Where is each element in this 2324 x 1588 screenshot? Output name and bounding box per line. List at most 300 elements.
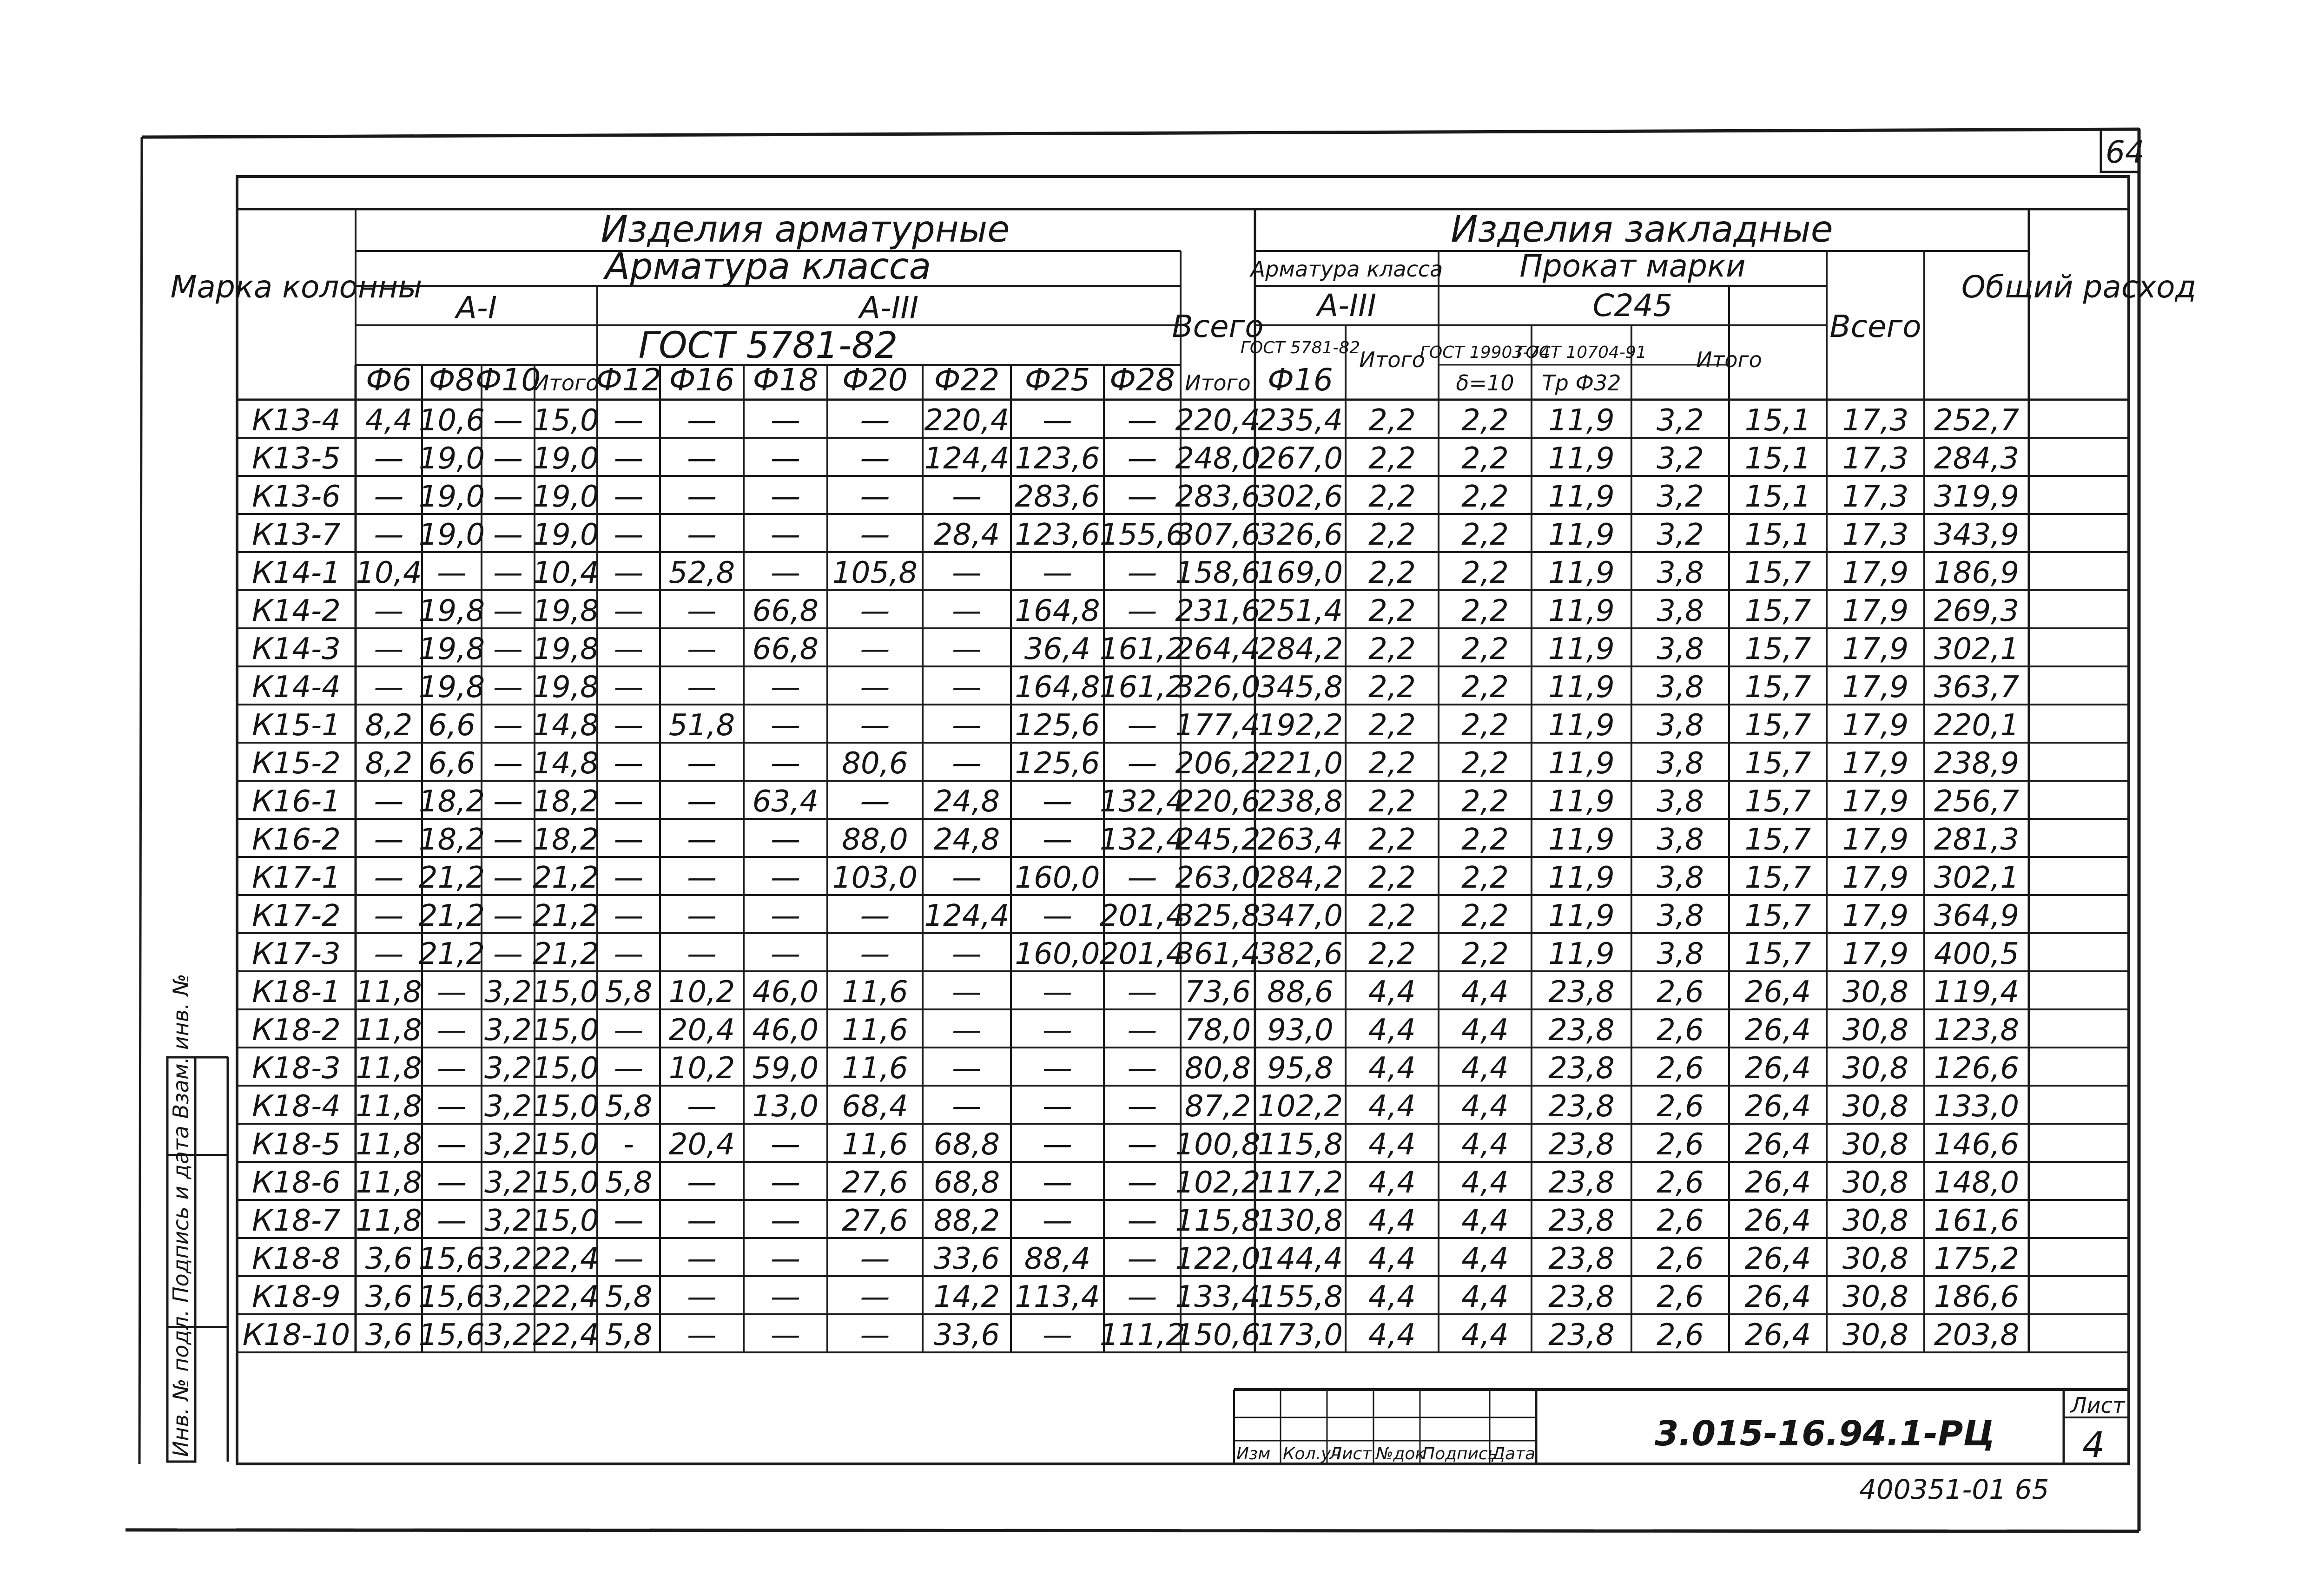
table-cell: — [437,1166,467,1200]
table-cell: 4,4 [1461,1013,1509,1048]
table-cell: 68,4 [842,1089,908,1124]
table-cell: 125,6 [1015,746,1100,781]
table-cell: 302,6 [1257,480,1343,514]
row-mark: К18-2 [252,1013,341,1048]
table-cell: 326,0 [1175,670,1261,705]
table-cell: — [437,1204,467,1238]
table-cell: — [614,823,644,857]
table-cell: — [687,784,717,819]
table-cell: — [614,480,644,514]
table-cell: 2,2 [1461,556,1509,590]
row-mark: К13-7 [252,518,341,552]
table-cell: 19,0 [418,480,485,514]
table-cell: — [952,1089,982,1124]
table-cell: 283,6 [1175,480,1261,514]
table-cell: — [771,556,800,590]
table-cell: 231,6 [1175,594,1261,628]
table-cell: 4,4 [1461,1089,1509,1124]
table-cell: — [493,899,523,933]
row-mark: К15-2 [252,746,341,781]
diameter-header: Ф16 [669,362,735,398]
table-cell: 2,2 [1368,861,1416,895]
table-cell: — [771,746,800,781]
table-cell: 2,2 [1461,632,1509,666]
table-cell: 5,8 [605,1280,653,1314]
table-cell: 11,9 [1548,784,1615,819]
table-cell: 11,8 [356,975,422,1009]
table-cell: — [493,556,523,590]
table-cell: 123,6 [1015,518,1100,552]
table-cell: 18,2 [533,784,599,819]
table-cell: — [437,1013,467,1048]
table-cell: — [493,746,523,781]
table-cell: — [771,1166,800,1200]
table-cell: 2,6 [1657,1166,1704,1200]
table-cell: — [1127,1089,1157,1124]
table-cell: 3,2 [484,1280,532,1314]
table-cell: 93,0 [1267,1013,1334,1048]
table-cell: 144,4 [1257,1242,1343,1276]
table-cell: 11,9 [1548,518,1615,552]
table-cell: — [614,746,644,781]
table-cell: 2,2 [1368,937,1416,971]
frame-bottom-line [125,1530,2139,1531]
table-cell: — [860,1318,890,1352]
table-cell: 18,2 [418,784,485,819]
table-cell: 22,4 [533,1242,599,1276]
table-cell: — [687,1204,717,1238]
table-cell: 15,7 [1744,670,1811,705]
table-cell: 2,2 [1368,594,1416,628]
table-cell: 19,8 [533,632,599,666]
table-cell: — [1127,1127,1157,1162]
table-cell: 17,9 [1842,746,1909,781]
row-mark: К13-5 [252,441,341,476]
table-cell: 125,6 [1015,708,1100,743]
table-cell: 2,2 [1461,403,1509,438]
table-cell: 30,8 [1842,1204,1909,1238]
table-cell: 3,2 [484,1013,532,1048]
table-cell: — [1043,1318,1072,1352]
table-cell: 11,6 [842,1051,908,1086]
table-cell: 24,8 [933,823,1000,857]
table-cell: 30,8 [1842,1280,1909,1314]
table-cell: 15,7 [1744,861,1811,895]
table-cell: 23,8 [1548,1089,1615,1124]
table-cell: 186,6 [1934,1280,2020,1314]
table-cell: — [771,518,800,552]
table-cell: 4,4 [1368,1318,1416,1352]
table-cell: 23,8 [1548,1166,1615,1200]
embedded-d16-header: Ф16 [1268,362,1333,398]
table-cell: — [1127,1204,1157,1238]
table-cell: — [1043,403,1072,438]
table-cell: — [614,937,644,971]
mark-column-header: Марка колонны [170,269,423,305]
table-cell: 2,6 [1657,1204,1704,1238]
stamp-label: Изм [1236,1444,1271,1463]
table-cell: — [437,975,467,1009]
table-cell: 80,8 [1184,1051,1251,1086]
table-cell: 2,6 [1657,1318,1704,1352]
table-cell: 3,8 [1657,670,1704,705]
table-cell: 3,8 [1657,632,1704,666]
table-cell: — [687,632,717,666]
diameter-header: Ф25 [1024,362,1090,398]
table-cell: 11,9 [1548,861,1615,895]
table-cell: 30,8 [1842,1013,1909,1048]
table-cell: 11,6 [842,1127,908,1162]
diameter-header: Ф20 [842,362,908,398]
table-cell: 19,0 [533,518,599,552]
frame-top-line [142,129,2139,137]
table-cell: — [860,937,890,971]
table-cell: 13,0 [752,1089,819,1124]
table-cell: 2,2 [1368,632,1416,666]
diameter-header: Ф8 [429,362,475,398]
gost-header: ГОСТ 5781-82 [638,325,898,367]
table-cell: 15,1 [1744,518,1811,552]
table-cell: 15,0 [533,1166,599,1200]
table-cell: 18,2 [533,823,599,857]
table-cell: — [437,1089,467,1124]
table-cell: — [1127,861,1157,895]
row-mark: К13-6 [252,480,341,514]
table-cell: — [860,708,890,743]
table-cell: 11,8 [356,1013,422,1048]
table-cell: 132,4 [1099,823,1185,857]
table-cell: 264,4 [1175,632,1261,666]
grade-header: С245 [1592,288,1673,323]
table-cell: 283,6 [1015,480,1100,514]
table-cell: 10,2 [668,1051,735,1086]
table-cell: 2,2 [1368,441,1416,476]
table-cell: — [952,708,982,743]
table-cell: — [860,518,890,552]
table-cell: — [374,861,404,895]
table-cell: — [1127,403,1157,438]
row-mark: К15-1 [252,708,341,743]
table-cell: 326,6 [1257,518,1343,552]
table-cell: 2,2 [1368,899,1416,933]
table-cell: 103,0 [832,861,918,895]
table-cell: 17,9 [1842,899,1909,933]
table-cell: 3,8 [1657,556,1704,590]
table-cell: — [374,784,404,819]
table-cell: 11,8 [356,1051,422,1086]
table-cell: 115,8 [1257,1127,1343,1162]
table-cell: 10,6 [418,403,485,438]
table-cell: — [614,518,644,552]
table-cell: 133,4 [1175,1280,1261,1314]
table-cell: — [952,1013,982,1048]
table-cell: 252,7 [1934,403,2020,438]
table-cell: 164,8 [1015,670,1100,705]
table-cell: 347,0 [1257,899,1343,933]
table-cell: — [687,746,717,781]
row-mark: К18-7 [252,1204,341,1238]
table-cell: 17,3 [1842,441,1909,476]
table-cell: — [771,1127,800,1162]
table-cell: 5,8 [605,1166,653,1200]
table-cell: 14,2 [933,1280,1000,1314]
table-cell: 66,8 [752,632,819,666]
table-cell: 11,9 [1548,937,1615,971]
table-cell: 3,2 [1657,518,1704,552]
table-cell: 2,6 [1657,1280,1704,1314]
table-cell: 123,8 [1934,1013,2020,1048]
table-cell: — [687,1166,717,1200]
table-cell: 220,1 [1934,708,2020,743]
embedded-aiii-header: А-III [1317,288,1377,323]
table-cell: 73,6 [1184,975,1251,1009]
rolled-thickness: δ=10 [1456,370,1514,395]
table-cell: 400,5 [1934,937,2020,971]
row-mark: К17-2 [252,899,341,933]
table-cell: 11,9 [1548,632,1615,666]
table-cell: — [860,1242,890,1276]
table-cell: 20,4 [668,1013,735,1048]
table-cell: 2,2 [1368,746,1416,781]
table-cell: 11,9 [1548,594,1615,628]
rolled-gost-a: ГОСТ 19903-74 [1419,343,1551,362]
table-cell: 19,8 [418,670,485,705]
table-cell: 15,1 [1744,480,1811,514]
table-cell: 21,2 [418,937,485,971]
table-cell: 46,0 [752,975,819,1009]
table-cell: 4,4 [1461,975,1509,1009]
table-cell: — [1043,1166,1072,1200]
table-cell: 19,8 [418,594,485,628]
table-cell: — [687,480,717,514]
table-cell: — [1127,708,1157,743]
table-cell: 102,2 [1175,1166,1261,1200]
rolled-gost-b: ГОСТ 10704-91 [1516,343,1647,362]
table-cell: 15,7 [1744,708,1811,743]
table-cell: 4,4 [1368,1204,1416,1238]
table-cell: 238,8 [1257,784,1343,819]
table-cell: 343,9 [1934,518,2020,552]
table-cell: 3,8 [1657,784,1704,819]
table-cell: 115,8 [1175,1204,1261,1238]
table-cell: 36,4 [1024,632,1091,666]
table-cell: — [493,784,523,819]
table-cell: 10,4 [356,556,422,590]
table-cell: 164,8 [1015,594,1100,628]
table-cell: 17,3 [1842,518,1909,552]
table-cell: 2,2 [1461,784,1509,819]
table-cell: 26,4 [1744,1204,1811,1238]
table-cell: 325,8 [1175,899,1261,933]
table-cell: 161,2 [1099,632,1185,666]
table-cell: 3,8 [1657,899,1704,933]
row-mark: К16-2 [252,823,341,857]
table-cell: 15,7 [1744,823,1811,857]
rolled-pipe: Тр Ф32 [1542,370,1621,395]
table-cell: 3,8 [1657,937,1704,971]
table-cell: — [374,899,404,933]
table-cell: 23,8 [1548,1127,1615,1162]
table-cell: 88,0 [842,823,908,857]
table-cell: — [860,1280,890,1314]
table-cell: 28,4 [933,518,1000,552]
table-cell: 3,6 [365,1318,413,1352]
table-cell: 281,3 [1934,823,2020,857]
table-cell: 17,9 [1842,632,1909,666]
table-cell: 105,8 [832,556,918,590]
table-cell: 2,2 [1461,594,1509,628]
table-cell: 302,1 [1934,861,2020,895]
table-cell: 269,3 [1934,594,2020,628]
table-cell: 17,9 [1842,708,1909,743]
table-cell: — [1127,746,1157,781]
table-cell: 88,4 [1024,1242,1091,1276]
table-cell: 117,2 [1257,1166,1343,1200]
table-cell: — [687,937,717,971]
row-mark: К18-8 [252,1242,341,1276]
table-cell: — [771,861,800,895]
table-cell: 3,8 [1657,594,1704,628]
table-cell: 2,2 [1461,937,1509,971]
table-cell: 26,4 [1744,1089,1811,1124]
table-cell: — [493,632,523,666]
table-cell: — [614,708,644,743]
table-cell: — [493,861,523,895]
table-cell: 22,4 [533,1318,599,1352]
table-cell: 11,9 [1548,403,1615,438]
table-cell: 8,2 [365,746,413,781]
table-cell: — [952,861,982,895]
table-cell: 23,8 [1548,975,1615,1009]
table-cell: 2,2 [1368,784,1416,819]
table-cell: 2,2 [1368,670,1416,705]
side-stamp-text: Инв. № подл. Подпись и дата Взам. инв. № [168,974,193,1457]
row-mark: К14-3 [252,632,341,666]
table-cell: 11,6 [842,1013,908,1048]
table-cell: 30,8 [1842,1166,1909,1200]
embedded-group-header: Изделия закладные [1451,209,1833,250]
table-cell: 3,8 [1657,746,1704,781]
table-cell: 26,4 [1744,1242,1811,1276]
table-cell: 8,2 [365,708,413,743]
table-cell: — [614,556,644,590]
table-cell: 15,1 [1744,403,1811,438]
table-cell: 3,8 [1657,861,1704,895]
table-cell: 33,6 [933,1242,1000,1276]
table-cell: 4,4 [1461,1318,1509,1352]
table-cell: 26,4 [1744,1051,1811,1086]
table-cell: 177,4 [1175,708,1261,743]
table-cell: — [687,1318,717,1352]
table-cell: 19,8 [533,594,599,628]
table-cell: 319,9 [1934,480,2020,514]
table-cell: — [374,823,404,857]
table-cell: 11,8 [356,1127,422,1162]
diameter-header: Ф28 [1109,362,1175,398]
table-cell: — [1127,1166,1157,1200]
table-cell: 364,9 [1934,899,2020,933]
table-cell: — [771,708,800,743]
table-cell: — [1043,1051,1072,1086]
table-cell: 30,8 [1842,1242,1909,1276]
table-cell: 23,8 [1548,1318,1615,1352]
overall-header: Общий расход [1961,269,2197,305]
archive-number: 400351-01 65 [1859,1474,2049,1505]
table-cell: 4,4 [1461,1204,1509,1238]
table-cell: — [614,784,644,819]
table-cell: — [1127,1013,1157,1048]
table-cell: — [614,861,644,895]
table-cell: 3,2 [484,1166,532,1200]
table-cell: — [687,594,717,628]
table-cell: 52,8 [668,556,735,590]
table-cell: — [860,480,890,514]
table-cell: — [860,441,890,476]
table-cell: 2,2 [1461,823,1509,857]
embedded-gost-header: ГОСТ 5781-82 [1240,338,1360,357]
table-cell: — [614,1051,644,1086]
table-cell: 206,2 [1175,746,1261,781]
table-cell: 5,8 [605,1318,653,1352]
stamp-label: Лист [1329,1444,1372,1463]
table-cell: — [1043,1089,1072,1124]
table-cell: 14,8 [533,708,599,743]
table-cell: 51,8 [668,708,735,743]
table-cell: — [614,1242,644,1276]
table-cell: — [374,518,404,552]
table-cell: 4,4 [365,403,413,438]
table-cell: — [1127,480,1157,514]
table-cell: 3,2 [1657,441,1704,476]
table-cell: — [493,594,523,628]
table-cell: — [687,823,717,857]
total-header: Всего [1172,309,1264,344]
row-mark: К18-5 [252,1127,341,1162]
table-cell: — [771,1280,800,1314]
table-cell: 24,8 [933,784,1000,819]
table-cell: 21,2 [418,899,485,933]
table-cell: 15,7 [1744,594,1811,628]
table-cell: 23,8 [1548,1013,1615,1048]
table-cell: — [493,403,523,438]
table-cell: — [687,518,717,552]
table-cell: 235,4 [1257,403,1343,438]
table-cell: 26,4 [1744,1280,1811,1314]
table-cell: 27,6 [842,1166,908,1200]
table-cell: 19,8 [418,632,485,666]
table-cell: 123,6 [1015,441,1100,476]
table-cell: 2,2 [1461,708,1509,743]
row-mark: К14-4 [252,670,341,705]
table-cell: 192,2 [1257,708,1343,743]
table-cell: — [374,441,404,476]
table-cell: 78,0 [1184,1013,1251,1048]
table-cell: 11,9 [1548,899,1615,933]
table-cell: 2,6 [1657,1089,1704,1124]
stamp-label: Дата [1492,1444,1536,1463]
table-cell: — [860,899,890,933]
table-cell: 26,4 [1744,1166,1811,1200]
table-cell: — [952,746,982,781]
table-cell: 4,4 [1368,1242,1416,1276]
table-cell: — [614,1013,644,1048]
table-cell: 17,3 [1842,480,1909,514]
table-cell: 2,2 [1368,403,1416,438]
row-mark: К18-6 [252,1166,341,1200]
table-cell: 148,0 [1934,1166,2020,1200]
table-cell: — [1127,1242,1157,1276]
table-cell: 4,4 [1461,1127,1509,1162]
